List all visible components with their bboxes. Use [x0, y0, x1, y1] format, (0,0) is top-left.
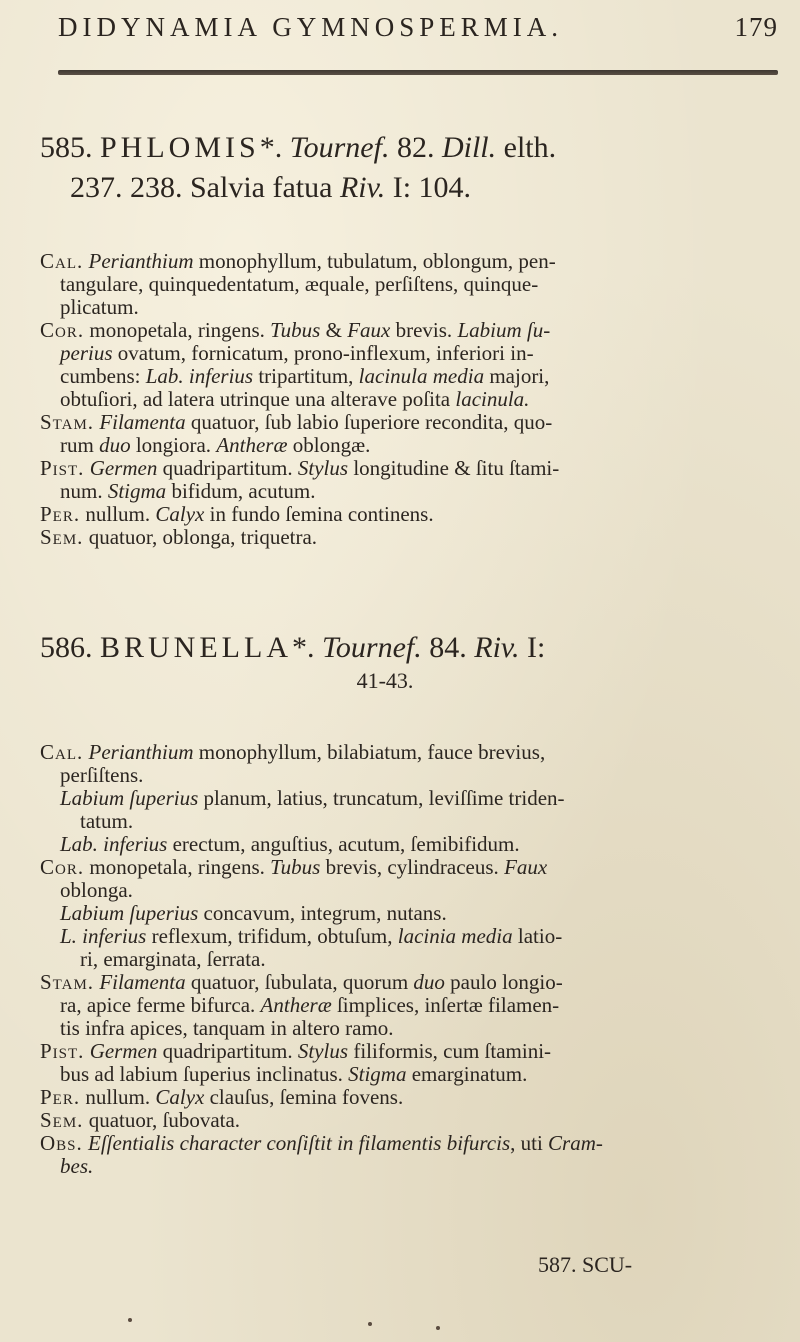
ink-speck: [128, 1318, 132, 1322]
reference-author: Riv.: [339, 171, 386, 204]
reference-author: Dill.: [441, 131, 497, 164]
entry-observatio: Obs. Eſſentialis character conſiſtit in filamentis bifurcis, uti Cram- bes.: [40, 1131, 603, 1178]
entry-calyx: Cal. Perianthium monophyllum, bilabiatum, fauce brevius, perſiſtens. Labium ſuperius planum, latius, truncatum, leviſſime triden- tatum. Lab. inferius erectum, anguſtius, acutum, ſemibifidum.: [40, 740, 565, 856]
description-586: [40, 741, 770, 1178]
genus-name: PHLOMIS: [100, 131, 260, 164]
genus-number: 585.: [40, 131, 93, 164]
catchword: 587. SCU-: [538, 1252, 633, 1277]
genus-heading-585: 585. PHLOMIS*. Tournef. 82. Dill. elth. 237. 238. Salvia fatua Riv. I: 104.: [40, 131, 557, 204]
entry-semina: Sem. quatuor, ſubovata.: [40, 1108, 241, 1132]
running-head-title: DIDYNAMIA GYMNOSPERMIA.: [58, 12, 564, 42]
genus-name: BRUNELLA: [100, 631, 292, 664]
reference-author: Tournef.: [289, 131, 390, 164]
entry-pericarpium: Per. nullum. Calyx clauſus, ſemina fovens.: [40, 1085, 404, 1109]
entry-pistillum: Pist. Germen quadripartitum. Stylus filiformis, cum ſtamini- bus ad labium ſuperius inclinatus. Stigma emarginatum.: [40, 1039, 552, 1086]
ink-speck: [436, 1326, 440, 1330]
header-rule: [58, 70, 778, 75]
entry-corolla: Cor. monopetala, ringens. Tubus & Faux brevis. Labium ſu- perius ovatum, fornicatum, prono-inflexum, inferiori in- cumbens: Lab. inferius tripartitum, lacinula media majori, obtuſiori, ad latera utrinque una alterave poſita lacinula.: [40, 318, 551, 411]
entry-stamina: Stam. Filamenta quatuor, ſubulata, quorum duo paulo longio- ra, apice ferme bifurca. Antheræ ſimplices, inſertæ filamen- tis infra apices, tanquam in altero ramo.: [40, 970, 563, 1040]
entry-pericarpium: Per. nullum. Calyx in fundo ſemina continens.: [40, 502, 434, 526]
running-head: [58, 12, 778, 43]
entry-pistillum: Pist. Germen quadripartitum. Stylus longitudine & ſitu ſtami- num. Stigma bifidum, acutum.: [40, 456, 560, 503]
description-585: [40, 250, 770, 549]
genus-number: 586.: [40, 631, 93, 664]
genus-heading-586: 586. BRUNELLA*. Tournef. 84. Riv. I: 41-43.: [40, 631, 546, 693]
entry-semina: Sem. quatuor, oblonga, triquetra.: [40, 525, 318, 549]
entry-calyx: Cal. Perianthium monophyllum, tubulatum, oblongum, pen- tangulare, quinquedentatum, æquale, perſiſtens, quinque- plicatum.: [40, 249, 556, 319]
entry-stamina: Stam. Filamenta quatuor, ſub labio ſuperiore recondita, quo- rum duo longiora. Antheræ oblongæ.: [40, 410, 553, 457]
reference-author: Riv.: [474, 631, 520, 664]
ink-speck: [368, 1322, 372, 1326]
page-number: 179: [734, 12, 778, 42]
reference-author: Tournef.: [322, 631, 422, 664]
entry-corolla: Cor. monopetala, ringens. Tubus brevis, cylindraceus. Faux oblonga. Labium ſuperius concavum, integrum, nutans. L. inferius reflexum, trifidum, obtuſum, lacinia media latio- ri, emarginata, ſerrata.: [40, 855, 563, 971]
